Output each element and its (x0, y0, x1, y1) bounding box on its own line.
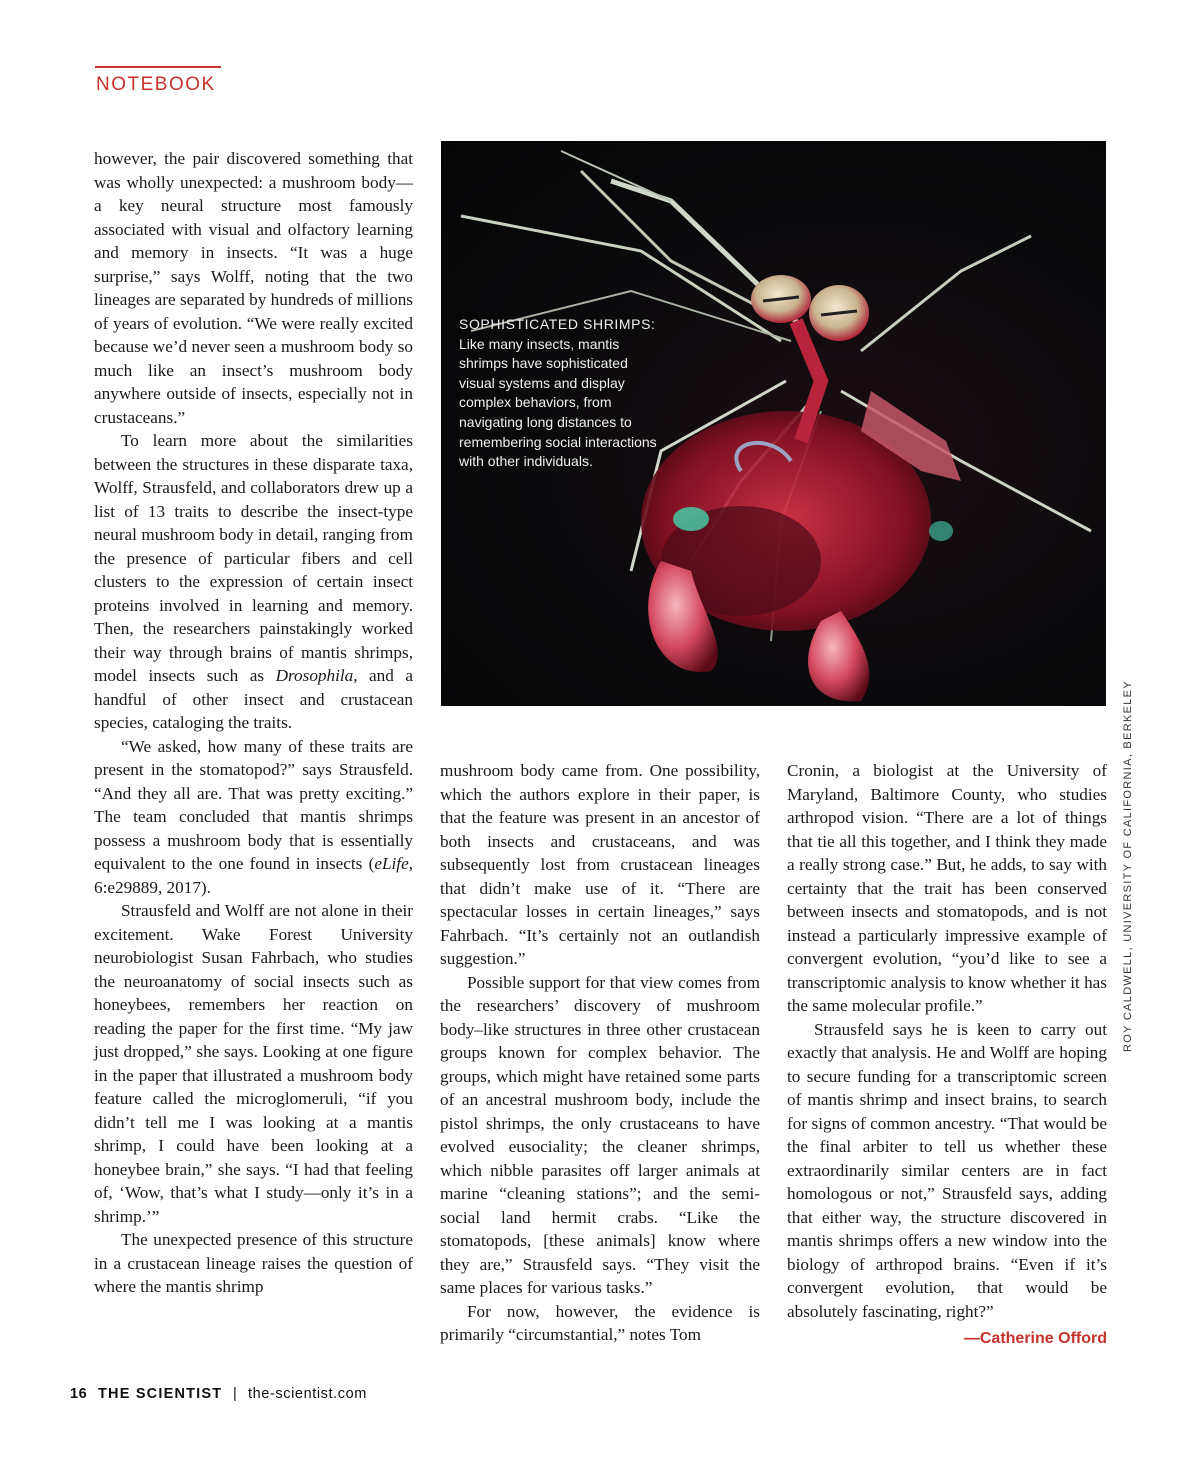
page-number: 16 (70, 1386, 88, 1402)
caption-text: Like many insects, mantis shrimps have sophisticated visual systems and display complex behaviors, from navigating long distances to remembering social interactions with other individuals. (459, 335, 657, 470)
photo-credit-text: ROY CALDWELL, UNIVERSITY OF CALIFORNIA, BERKELEY (1122, 680, 1134, 1052)
paragraph: The unexpected presence of this structure in a crustacean lineage raises the question of where the mantis shrimp (94, 1230, 413, 1296)
mantis-shrimp-photo (441, 141, 1106, 706)
author-byline: —Catherine Offord (963, 1330, 1107, 1347)
article-column-2 (440, 759, 760, 1347)
paragraph: Possible support for that view comes from the researchers’ discovery of mushroom body–like structures in three other crustacean groups known for complex behavior. The groups, which might have retained some parts of an ancestral mushroom body, include the pistol shrimps, the only crustaceans to have evolved eusociality; the cleaner shrimps, which nibble parasites off larger animals at marine “cleaning stations”; and the semi-social land hermit crabs. “Like the stomatopods, [these animals] know where they are,” Strausfeld says. “They visit the same places for various tasks.” (440, 972, 760, 1297)
paragraph: Strausfeld says he is keen to carry out exactly that analysis. He and Wolff are hoping to secure funding for a transcriptomic screen of mantis shrimp and insect brains, to search for signs of common ancestry. “That would be the final arbiter to tell us whether these extraordinarily similar centers are in fact homologous or not,” Strausfeld says, adding that either way, the structure discovered in mantis shrimps offers a new window into the biology of arthropod brains. “Even if it’s convergent evolution, that would be absolutely fascinating, right?” (787, 1019, 1107, 1321)
section-rule (95, 66, 221, 68)
paragraph: “We asked, how many of these traits are present in the stomatopod?” says Strausfeld. “And they all are. That was pretty exciting.” The team concluded that mantis shrimps possess a mushroom body that is essentially equivalent to the one found in insects (eLife, 6:e29889, 2017). (94, 736, 413, 897)
section-label: NOTEBOOK (96, 74, 216, 95)
paragraph: Strausfeld and Wolff are not alone in their excitement. Wake Forest University neurobiologist Susan Fahrbach, who studies the neuroanatomy of social insects such as honeybees, remembers her reaction on reading the paper for the first time. “My jaw just dropped,” she says. Looking at one figure in the paper that illustrated a mushroom body feature called the microglomeruli, “if you didn’t tell me I was looking at a mantis shrimp, I could have been looking at a honeybee brain,” she says. “I had that feeling of, ‘Wow, that’s what I study—only it’s in a shrimp.’” (94, 901, 413, 1226)
article-column-3 (787, 759, 1107, 1351)
paragraph: Cronin, a biologist at the University of Maryland, Baltimore County, who studies arthropod vision. “There are a lot of things that tie all this together, and I think they made a really strong case.” But, he adds, to say with certainty that the trait has been conserved between insects and stomatopods, and is not instead a particularly impressive example of convergent evolution, “you’d like to see a transcriptomic analysis to know whether it has the same molecular profile.” (787, 761, 1107, 1015)
paragraph: however, the pair discovered something that was wholly unexpected: a mushroom body—a key neural structure most famously associated with visual and olfactory learning and memory in insects. “It was a huge surprise,” says Wolff, noting that the two lineages are separated by hundreds of millions of years of evolution. “We were really excited because we’d never seen a mushroom body so much like an insect’s mushroom body anywhere outside of insects, especially not in crustaceans.” (94, 149, 413, 427)
footer-separator: | (232, 1386, 238, 1402)
caption-title: SOPHISTICATED SHRIMPS: (459, 316, 656, 332)
page-footer (70, 1386, 367, 1402)
paragraph: For now, however, the evidence is primarily “circumstantial,” notes Tom (440, 1301, 760, 1344)
paragraph: To learn more about the similarities between the structures in these disparate taxa, Wolff, Strausfeld, and collaborators drew up a list of 13 traits to describe the insect-type neural mushroom body in detail, ranging from the presence of particular fibers and cell clusters to the expression of certain insect proteins involved in learning and memory. Then, the researchers painstakingly worked their way through brains of mantis shrimps, model insects such as Drosophila, and a handful of other insect and crustacean species, cataloging the traits. (94, 431, 413, 732)
paragraph: mushroom body came from. One possibility, which the authors explore in their paper, is that the feature was present in an ancestor of both insects and crustaceans, and was subsequently lost from crustacean lineages that didn’t make use of it. “There are spectacular losses in certain lineages,” says Fahrbach. “It’s certainly not an outlandish suggestion.” (440, 761, 760, 968)
magazine-name: THE SCIENTIST (97, 1386, 223, 1402)
magazine-url: the-scientist.com (248, 1386, 367, 1402)
photo-caption (459, 315, 659, 472)
article-column-1 (94, 147, 413, 1299)
